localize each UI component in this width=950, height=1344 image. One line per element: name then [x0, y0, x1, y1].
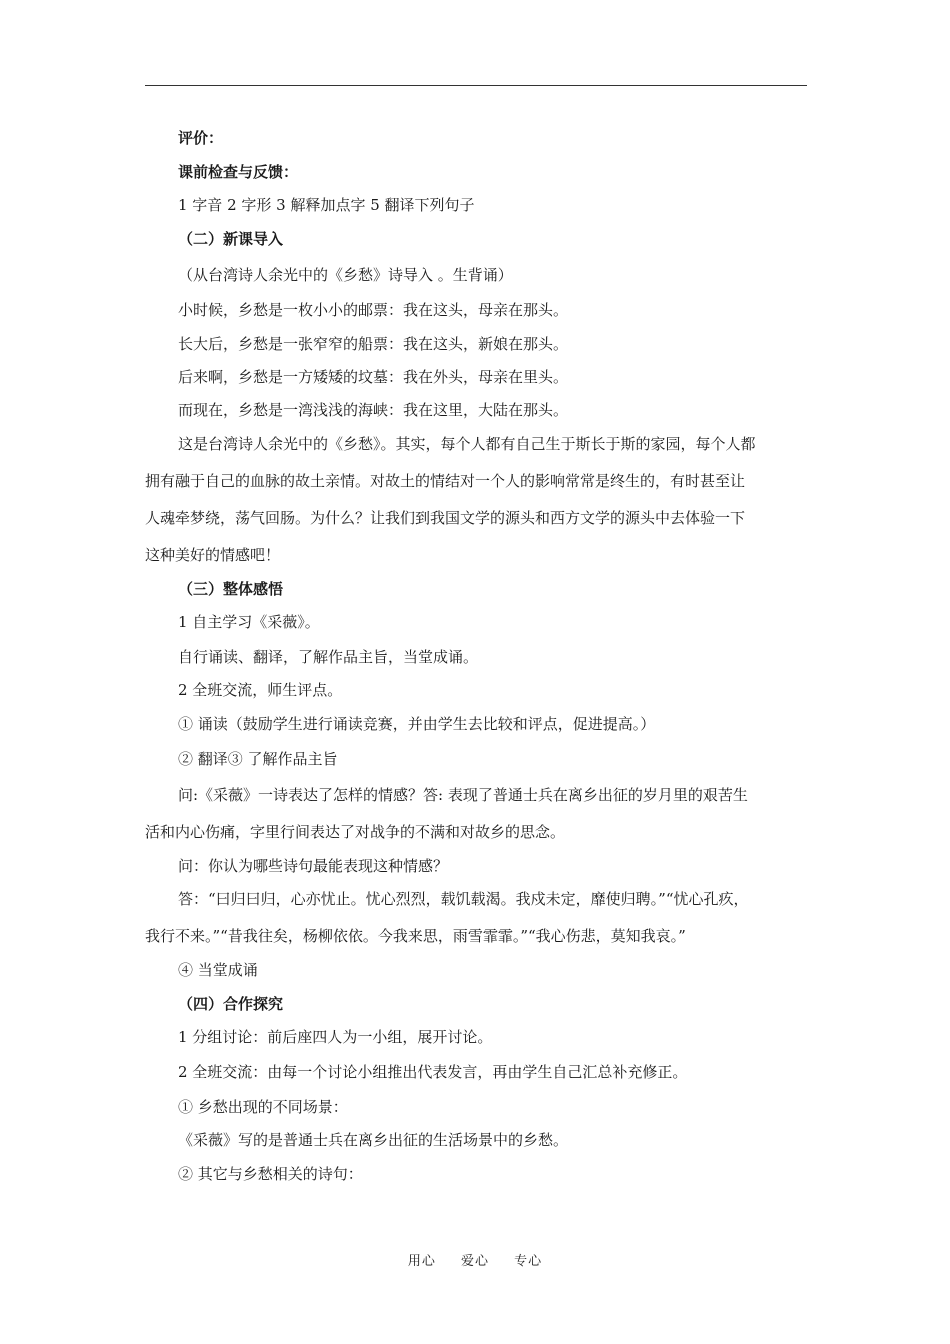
- text-line: ② 翻译③ 了解作品主旨: [178, 750, 338, 768]
- paragraph-line: 人魂牵梦绕，荡气回肠。为什么？让我们到我国文学的源头和西方文学的源头中去体验一下: [145, 509, 746, 527]
- paragraph-line: 活和内心伤痛，字里行间表达了对战争的不满和对故乡的思念。: [145, 823, 566, 841]
- poem-line: 后来啊，乡愁是一方矮矮的坟墓：我在外头，母亲在里头。: [178, 368, 569, 386]
- heading-section-3: （三）整体感悟: [178, 580, 284, 598]
- text-line: （从台湾诗人余光中的《乡愁》诗导入 。生背诵）: [178, 266, 513, 284]
- heading-pre-class-check: 课前检查与反馈：: [178, 163, 299, 181]
- text-line: ① 乡愁出现的不同场景：: [178, 1098, 348, 1116]
- text-line: 自行诵读、翻译，了解作品主旨，当堂成诵。: [178, 648, 479, 666]
- text-line: 1 分组讨论：前后座四人为一小组，展开讨论。: [178, 1028, 493, 1046]
- footer-word: 专心: [514, 1254, 543, 1269]
- label-evaluation: 评价：: [178, 129, 224, 147]
- poem-line: 小时候，乡愁是一枚小小的邮票：我在这头，母亲在那头。: [178, 301, 569, 319]
- paragraph-line: 这是台湾诗人余光中的《乡愁》。其实，每个人都有自己生于斯长于斯的家园，每个人都: [178, 435, 756, 453]
- text-line: ④ 当堂成诵: [178, 961, 258, 979]
- heading-section-4: （四）合作探究: [178, 995, 284, 1013]
- text-line: ① 诵读（鼓励学生进行诵读竞赛，并由学生去比较和评点，促进提高。）: [178, 715, 656, 733]
- text-line: 1 自主学习《采薇》。: [178, 613, 320, 631]
- text-line: 问：你认为哪些诗句最能表现这种情感？: [178, 857, 449, 875]
- poem-line: 而现在，乡愁是一湾浅浅的海峡：我在这里，大陆在那头。: [178, 401, 569, 419]
- paragraph-line: 拥有融于自己的血脉的故土亲情。对故土的情结对一个人的影响常常是终生的，有时甚至让: [145, 472, 746, 490]
- text-line: ② 其它与乡愁相关的诗句：: [178, 1165, 363, 1183]
- footer-word: 爱心: [460, 1254, 489, 1269]
- text-line: 2 全班交流，师生评点。: [178, 681, 343, 699]
- text-line: 1 字音 2 字形 3 解释加点字 5 翻译下列句子: [178, 196, 475, 214]
- paragraph-line: 问:《采薇》一诗表达了怎样的情感？答: 表现了普通士兵在离乡出征的岁月里的艰苦生: [178, 786, 748, 804]
- footer-word: 用心: [407, 1254, 436, 1269]
- paragraph-line: 这种美好的情感吧！: [145, 546, 281, 564]
- poem-line: 长大后，乡愁是一张窄窄的船票：我在这头，新娘在那头。: [178, 335, 569, 353]
- paragraph-line: 我行不来。”“昔我往矣，杨柳依依。今我来思，雨雪霏霏。”“我心伤悲，莫知我哀。”: [145, 927, 686, 945]
- header-rule: [145, 85, 807, 86]
- paragraph-line: 答：“曰归曰归，心亦忧止。忧心烈烈，载饥载渴。我戍未定，靡使归聘。”“忧心孔疚，: [178, 890, 749, 908]
- page-footer: [0, 1250, 950, 1269]
- text-line: 《采薇》写的是普通士兵在离乡出征的生活场景中的乡愁。: [178, 1131, 569, 1149]
- text-line: 2 全班交流：由每一个讨论小组推出代表发言，再由学生自己汇总补充修正。: [178, 1063, 688, 1081]
- heading-section-2: （二）新课导入: [178, 230, 284, 248]
